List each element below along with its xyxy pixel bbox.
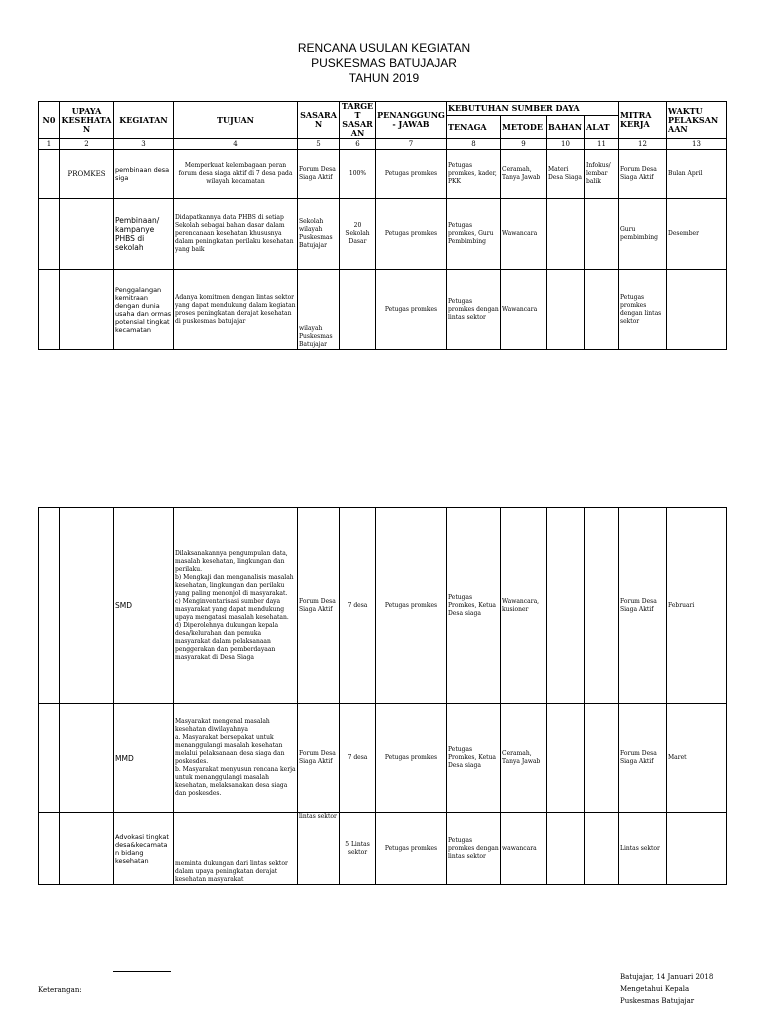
header-bahan: BAHAN (547, 116, 585, 139)
col-number: 2 (60, 139, 114, 150)
footer-puskesmas: Puskesmas Batujajar (620, 997, 695, 1005)
cell-target: 20 Sekolah Dasar (340, 199, 376, 270)
cell-metode: Ceramah, Tanya Jawab (501, 150, 547, 199)
col-number: 8 (447, 139, 501, 150)
cell-sasaran: Forum Desa Siaga Aktif (298, 150, 340, 199)
col-number: 13 (667, 139, 727, 150)
header-penanggung: PENANGGUNG- JAWAB (376, 102, 447, 139)
cell-mitra: Forum Desa Siaga Aktif (619, 704, 667, 813)
header-waktu: WAKTU PELAKSAN AAN (667, 102, 727, 139)
document-year: TAHUN 2019 (348, 71, 420, 85)
col-number: 4 (174, 139, 298, 150)
cell-mitra: Guru pembimbing (619, 199, 667, 270)
cell-penanggung: Petugas promkes (376, 150, 447, 199)
cell-tujuan: Memperkuat kelembagaan peran forum desa siaga aktif di 7 desa pada wilayah kecamatan (174, 150, 298, 199)
cell-metode: Wawancara, kusioner (501, 508, 547, 704)
header-no: N0 (39, 102, 60, 139)
col-number: 5 (298, 139, 340, 150)
cell-sasaran: Forum Desa Siaga Aktif (298, 508, 340, 704)
header-alat: ALAT (585, 116, 619, 139)
cell-mitra: Forum Desa Siaga Aktif (619, 508, 667, 704)
cell-penanggung: Petugas promkes (376, 199, 447, 270)
cell-penanggung: Petugas promkes (376, 704, 447, 813)
cell-penanggung: Petugas promkes (376, 813, 447, 885)
cell-waktu: Maret (667, 704, 727, 813)
cell-sasaran: Forum Desa Siaga Aktif (298, 704, 340, 813)
cell-penanggung: Petugas promkes (376, 270, 447, 350)
cell-tenaga: Petugas promkes, kader, PKK (447, 150, 501, 199)
table-row (39, 270, 727, 350)
cell-metode: Wawancara (501, 199, 547, 270)
cell-tenaga: Petugas promkes, Guru Pembimbing (447, 199, 501, 270)
document-subtitle: PUSKESMAS BATUJAJAR (311, 56, 457, 70)
cell-kegiatan: Advokasi tingkat desa&kecamata n bidang kesehatan (114, 813, 174, 885)
cell-penanggung: Petugas promkes (376, 508, 447, 704)
footer-keterangan: Keterangan: (38, 986, 82, 994)
footer-mengetahui: Mengetahui Kepala (620, 985, 690, 993)
header-kegiatan: KEGIATAN (114, 102, 174, 139)
cell-kegiatan: Pembinaan/ kampanye PHBS di sekolah (114, 199, 174, 270)
col-number: 10 (547, 139, 585, 150)
cell-kegiatan: SMD (114, 508, 174, 704)
cell-metode: Ceramah, Tanya Jawab (501, 704, 547, 813)
header-kebutuhan: KEBUTUHAN SUMBER DAYA (447, 102, 619, 116)
cell-mitra: Petugas promkes dengan lintas sektor (619, 270, 667, 350)
header-tujuan: TUJUAN (174, 102, 298, 139)
cell-tenaga: Petugas promkes dengan lintas sektor (447, 270, 501, 350)
col-number: 11 (585, 139, 619, 150)
cell-metode: wawancara (501, 813, 547, 885)
table-row (39, 150, 727, 199)
cell-bahan: Materi Desa Siaga (547, 150, 585, 199)
cell-alat: Infokus/ lembar balik (585, 150, 619, 199)
col-number: 12 (619, 139, 667, 150)
header-upaya: UPAYA KESEHATA N (60, 102, 114, 139)
header-tenaga: TENAGA (447, 116, 501, 139)
cell-kegiatan: Penggalangan kemitraan dengan dunia usaha dan ormas potensial tingkat kecamatan (114, 270, 174, 350)
cell-target: 100% (340, 150, 376, 199)
col-number: 9 (501, 139, 547, 150)
cell-kegiatan: MMD (114, 704, 174, 813)
cell-kegiatan: pembinaan desa siga (114, 150, 174, 199)
table-row (39, 704, 727, 813)
table-row (39, 813, 727, 885)
cell-tenaga: Petugas Promkes, Ketua Desa siaga (447, 508, 501, 704)
footer-date: Batujajar, 14 Januari 2018 (620, 973, 714, 981)
cell-tujuan: meminta dukungan dari lintas sektor dalam upaya peningkatan derajat kesehatan masyarakat (174, 813, 298, 885)
cell-tujuan: Didapatkannya data PHBS di setiap Sekolah sebagai bahan dasar dalam perencanaan kesehatan khususnya dalam peningkatan perilaku kesehatan yang baik (174, 199, 298, 270)
col-number: 3 (114, 139, 174, 150)
cell-tujuan: Masyarakat mengenal masalah kesehatan diwilayahnya a. Masyarakat bersepakat untuk menanggulangi masalah kesehatan melalui pelaksanaan desa siaga dan poskesdes. b. Masyarakat menyusun rencana kerja untuk menanggulangi masalah kesehatan, melaksanakan desa siaga dan poskesdes. (174, 704, 298, 813)
cell-waktu: Februari (667, 508, 727, 704)
cell-sasaran: wilayah Puskesmas Batujajar (298, 270, 340, 350)
document-title: RENCANA USULAN KEGIATAN (297, 41, 471, 55)
activity-table-page1 (38, 101, 727, 350)
cell-target: 7 desa (340, 704, 376, 813)
col-number: 6 (340, 139, 376, 150)
cell-upaya: PROMKES (60, 150, 114, 199)
cell-tujuan: Adanya komitmen dengan lintas sektor yang dapat mendukung dalam kegiatan proses peningkatan derajat kesehatan di puskesmas batujajar (174, 270, 298, 350)
cell-target: 5 Lintas sektor (340, 813, 376, 885)
cell-sasaran: Sekolah wilayah Puskesmas Batujajar (298, 199, 340, 270)
col-number: 1 (39, 139, 60, 150)
table-row (39, 508, 727, 704)
cell-mitra: Lintas sektor (619, 813, 667, 885)
cell-sasaran: lintas sektor (298, 813, 340, 885)
cell-waktu: Desember (667, 199, 727, 270)
header-mitra: MITRA KERJA (619, 102, 667, 139)
activity-table-page2 (38, 507, 727, 885)
cell-tenaga: Petugas promkes dengan lintas sektor (447, 813, 501, 885)
header-metode: METODE (501, 116, 547, 139)
cell-target: 7 desa (340, 508, 376, 704)
table-row (39, 199, 727, 270)
header-sasaran: SASARA N (298, 102, 340, 139)
cell-tenaga: Petugas Promkes, Ketua Desa siaga (447, 704, 501, 813)
header-target: TARGE T SASAR AN (340, 102, 376, 139)
cell-metode: Wawancara (501, 270, 547, 350)
cell-mitra: Forum Desa Siaga Aktif (619, 150, 667, 199)
signature-line (113, 971, 171, 972)
col-number: 7 (376, 139, 447, 150)
cell-tujuan: Dilaksanakannya pengumpulan data, masalah kesehatan, lingkungan dan perilaku. b) Mengkaji dan menganalisis masalah kesehatan, lingkungan dan perilaku yang paling menonjol di masyarakat. c) Menginventarisasi sumber daya masyarakat yang dapat mendukung upaya mengatasi masalah kesehatan. d) Diperolehnya dukungan kepala desa/kelurahan dan pemuka masyarakat dalam pelaksanaan penggerakan dan pemberdayaan masyarakat di Desa Siaga (174, 508, 298, 704)
cell-waktu: Bulan April (667, 150, 727, 199)
